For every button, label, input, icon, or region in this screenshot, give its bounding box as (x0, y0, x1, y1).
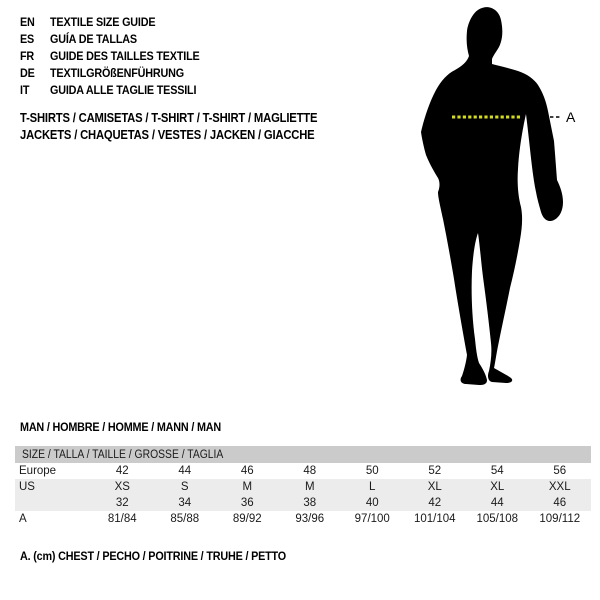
table-cell: XL (427, 481, 442, 493)
language-code: IT (20, 83, 30, 97)
table-row-chest-cm (15, 511, 591, 527)
table-cell: 85/88 (170, 513, 200, 525)
table-cell: 42 (115, 465, 129, 477)
language-code: ES (20, 32, 35, 46)
table-cell: 46 (240, 465, 254, 477)
table-cell: 52 (428, 465, 442, 477)
table-cell: 101/104 (413, 513, 456, 525)
table-cell: 105/108 (476, 513, 519, 525)
language-label: TEXTILGRÖßENFÜHRUNG (50, 66, 184, 80)
garment-categories (20, 110, 350, 144)
table-cell: 81/84 (107, 513, 137, 525)
table-row-us-numbers (15, 495, 591, 511)
category-line-tshirts: T-SHIRTS / CAMISETAS / T-SHIRT / T-SHIRT / MAGLIETTE (20, 111, 318, 125)
row-label (15, 495, 91, 511)
table-row-europe (15, 463, 591, 479)
table-header-row (15, 446, 591, 463)
language-label: TEXTILE SIZE GUIDE (50, 15, 156, 29)
table-cell: 48 (303, 465, 317, 477)
man-silhouette (421, 7, 563, 385)
marker-label-a: A (566, 109, 576, 125)
table-cell: 56 (553, 465, 567, 477)
table-cell: 50 (365, 465, 379, 477)
table-cell: 42 (428, 497, 442, 509)
row-label: US (19, 481, 35, 493)
table-cell: 44 (490, 497, 504, 509)
table-cell: 46 (553, 497, 567, 509)
row-label: Europe (19, 465, 57, 477)
language-row (20, 82, 216, 99)
table-cell: 44 (178, 465, 192, 477)
language-label: GUIDE DES TAILLES TEXTILE (50, 49, 200, 63)
table-cell: 89/92 (232, 513, 262, 525)
table-cell: M (242, 481, 253, 493)
table-cell: 32 (115, 497, 129, 509)
table-cell: 34 (178, 497, 192, 509)
language-row (20, 65, 216, 82)
table-cell: 40 (365, 497, 379, 509)
table-cell: XXL (548, 481, 571, 493)
table-cell: 109/112 (539, 513, 581, 525)
language-label: GUÍA DE TALLAS (50, 32, 137, 46)
section-title-man: MAN / HOMBRE / HOMME / MANN / MAN (20, 420, 222, 434)
table-cell: 93/96 (295, 513, 325, 525)
table-cell: XS (114, 481, 130, 493)
table-cell: XL (490, 481, 505, 493)
language-row (20, 14, 216, 31)
row-label: A (19, 513, 27, 525)
table-cell: 97/100 (354, 513, 390, 525)
language-code: DE (20, 66, 35, 80)
language-row (20, 31, 216, 48)
measurement-footnote: A. (cm) CHEST / PECHO / POITRINE / TRUHE / PETTO (20, 549, 286, 563)
table-cell: 36 (240, 497, 254, 509)
man-silhouette-figure (380, 0, 600, 400)
category-line-jackets: JACKETS / CHAQUETAS / VESTES / JACKEN / GIACCHE (20, 128, 315, 142)
table-cell: 54 (490, 465, 504, 477)
language-list (20, 14, 216, 99)
table-cell: M (304, 481, 315, 493)
language-row (20, 48, 216, 65)
language-code: EN (20, 15, 35, 29)
language-code: FR (20, 49, 35, 63)
table-row-us-letters (15, 479, 591, 495)
table-cell: 38 (303, 497, 317, 509)
table-cell: S (180, 481, 189, 493)
language-label: GUIDA ALLE TAGLIE TESSILI (50, 83, 197, 97)
table-cell: L (369, 481, 376, 493)
table-header: SIZE / TALLA / TAILLE / GRÖSSE / TAGLIA (15, 446, 591, 463)
size-table (15, 446, 591, 527)
